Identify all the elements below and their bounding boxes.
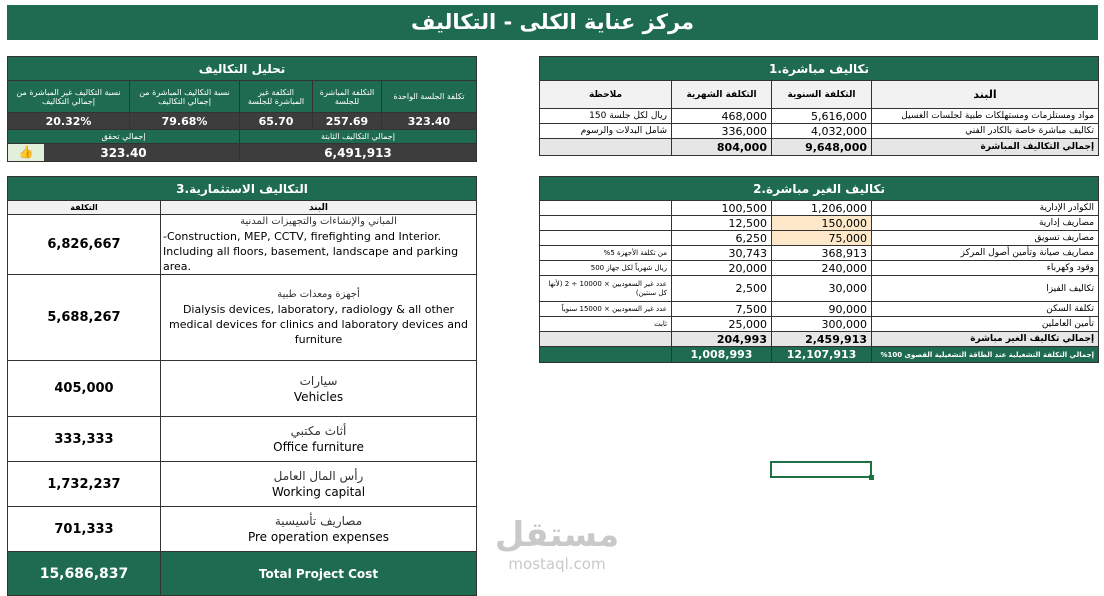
table-row xyxy=(540,201,1099,216)
annual-cell[interactable]: 30,000 xyxy=(772,276,872,302)
indirect-title: تكاليف الغير مباشرة.2 xyxy=(540,177,1099,201)
investment-costs-table xyxy=(7,176,477,596)
item-cell[interactable]: الكوادر الإدارية xyxy=(872,201,1099,216)
note-cell[interactable]: ريال لكل جلسة 150 xyxy=(540,109,672,124)
item-label-ar: رأس المال العامل xyxy=(273,469,364,483)
indirect-session-cost-value[interactable]: 65.70 xyxy=(240,113,313,130)
table-row xyxy=(540,216,1099,231)
table-row xyxy=(540,276,1099,302)
table-row xyxy=(540,109,1099,124)
item-cell[interactable]: مصاريف تسويق xyxy=(872,231,1099,246)
item-label-ar: سيارات xyxy=(299,373,338,388)
annual-cell[interactable]: 240,000 xyxy=(772,261,872,276)
cost-cell[interactable]: 6,826,667 xyxy=(8,215,161,275)
grand-total-monthly[interactable]: 1,008,993 xyxy=(672,347,772,363)
item-label-en: Office furniture xyxy=(273,440,364,454)
annual-cell[interactable]: 1,206,000 xyxy=(772,201,872,216)
item-cell[interactable]: مواد ومستلزمات ومستهلكات طبية لجلسات الغسيل xyxy=(872,109,1099,124)
direct-header-annual: التكلفة السنوية xyxy=(772,81,872,109)
monthly-cell[interactable]: 20,000 xyxy=(672,261,772,276)
item-cell[interactable]: تكاليف مباشرة خاصة بالكادر الفني xyxy=(872,124,1099,139)
annual-cell[interactable]: 90,000 xyxy=(772,302,872,317)
table-row xyxy=(8,417,477,462)
item-cell[interactable]: تأمين العاملين xyxy=(872,317,1099,332)
indirect-total-monthly[interactable]: 204,993 xyxy=(672,332,772,347)
monthly-cell[interactable]: 25,000 xyxy=(672,317,772,332)
monthly-cell[interactable]: 336,000 xyxy=(672,124,772,139)
item-label-en: Working capital xyxy=(271,485,366,499)
annual-cell[interactable]: 150,000 xyxy=(772,216,872,231)
total-row xyxy=(540,139,1099,156)
annual-cell[interactable]: 75,000 xyxy=(772,231,872,246)
note-cell[interactable]: عدد غير السعوديين × 15000 سنوياً xyxy=(540,302,672,317)
table-row xyxy=(8,507,477,552)
direct-header-monthly: التكلفة الشهرية xyxy=(672,81,772,109)
item-label-en: Dialysis devices, laboratory, radiology & all other medical devices for clinics and laboratory devices and furniture xyxy=(169,303,468,346)
grand-total-row xyxy=(540,347,1099,363)
monthly-cell[interactable]: 30,743 xyxy=(672,246,772,261)
item-cell[interactable] xyxy=(161,507,477,552)
indirect-total-annual[interactable]: 2,459,913 xyxy=(772,332,872,347)
item-label-en: -Construction, MEP, CCTV, firefighting and Interior. Including all floors, basement, landscape and parking area. xyxy=(163,230,459,273)
cost-cell[interactable]: 1,732,237 xyxy=(8,462,161,507)
table-row xyxy=(540,302,1099,317)
analysis-title: تحليل التكاليف xyxy=(8,57,477,81)
analysis-header: التكلفة المباشرة للجلسة xyxy=(313,81,382,113)
note-cell[interactable] xyxy=(540,201,672,216)
item-cell[interactable]: مصاريف إدارية xyxy=(872,216,1099,231)
analysis-header: تكلفة الجلسة الواحدة xyxy=(382,81,477,113)
breakeven-label: إجمالي تحقق xyxy=(8,130,240,144)
table-row xyxy=(540,124,1099,139)
direct-header-note: ملاحظة xyxy=(540,81,672,109)
table-row xyxy=(8,215,477,275)
note-cell[interactable]: ثابت xyxy=(540,317,672,332)
note-cell[interactable] xyxy=(540,139,672,156)
direct-header-item: البند xyxy=(872,81,1099,109)
item-cell[interactable]: وقود وكهرباء xyxy=(872,261,1099,276)
annual-cell[interactable]: 300,000 xyxy=(772,317,872,332)
cost-cell[interactable]: 405,000 xyxy=(8,361,161,417)
item-label-en: Vehicles xyxy=(293,389,344,404)
note-cell[interactable] xyxy=(540,332,672,347)
analysis-header: نسبة التكاليف غير المباشرة من إجمالي التكاليف xyxy=(8,81,130,113)
watermark-ar: مستقل xyxy=(494,515,620,555)
total-row xyxy=(8,552,477,596)
grand-total-annual[interactable]: 12,107,913 xyxy=(772,347,872,363)
investment-header-cost: التكلفة xyxy=(8,201,161,215)
direct-total-annual[interactable]: 9,648,000 xyxy=(772,139,872,156)
item-cell[interactable] xyxy=(161,275,477,361)
item-label-ar: أجهزة ومعدات طبية xyxy=(277,289,360,300)
indirect-costs-table xyxy=(539,176,1099,363)
item-cell[interactable] xyxy=(161,215,477,275)
item-label-en: Pre operation expenses xyxy=(247,530,390,544)
fixed-costs-label: إجمالي التكاليف الثابتة xyxy=(240,130,477,144)
monthly-cell[interactable]: 6,250 xyxy=(672,231,772,246)
investment-title: التكاليف الاستثمارية.3 xyxy=(8,177,477,201)
direct-title: تكاليف مباشرة.1 xyxy=(540,57,1099,81)
item-cell[interactable] xyxy=(161,417,477,462)
monthly-cell[interactable]: 7,500 xyxy=(672,302,772,317)
cost-analysis-table xyxy=(7,56,477,162)
item-cell[interactable]: مصاريف صيانة وتأمين أصول المركز xyxy=(872,246,1099,261)
item-label-ar: المباني والإنشاءات والتجهيزات المدنية xyxy=(240,216,397,227)
monthly-cell[interactable]: 468,000 xyxy=(672,109,772,124)
note-cell[interactable]: عدد غير السعوديين × 10000 ÷ 2 (لأنها كل سنتين) xyxy=(540,276,672,302)
total-project-cost-label: Total Project Cost xyxy=(161,552,477,596)
direct-total-label: إجمالي التكاليف المباشرة xyxy=(872,139,1099,156)
direct-costs-table xyxy=(539,56,1099,156)
session-cost-value[interactable]: 323.40 xyxy=(382,113,477,130)
cost-cell[interactable]: 5,688,267 xyxy=(8,275,161,361)
annual-cell[interactable]: 5,616,000 xyxy=(772,109,872,124)
page-title: مركز عناية الكلى - التكاليف xyxy=(7,5,1098,40)
monthly-cell[interactable]: 100,500 xyxy=(672,201,772,216)
table-row xyxy=(540,317,1099,332)
note-cell[interactable] xyxy=(540,216,672,231)
item-cell[interactable] xyxy=(161,462,477,507)
selected-cell[interactable] xyxy=(770,461,872,478)
watermark-logo xyxy=(487,515,627,585)
indirect-ratio-value[interactable]: 20.32% xyxy=(8,113,130,130)
note-cell[interactable]: ريال شهرياً لكل جهاز 500 xyxy=(540,261,672,276)
note-cell[interactable]: شامل البدلات والرسوم xyxy=(540,124,672,139)
direct-session-cost-value[interactable]: 257.69 xyxy=(313,113,382,130)
total-row xyxy=(540,332,1099,347)
breakeven-value-cell[interactable] xyxy=(8,144,240,162)
item-label-ar: مصاريف تأسيسية xyxy=(274,514,363,528)
investment-header-item: البند xyxy=(161,201,477,215)
table-row xyxy=(8,462,477,507)
analysis-header: التكلفة غير المباشرة للجلسة xyxy=(240,81,313,113)
grand-total-label: إجمالي التكلفة التشغيلية عند الطاقة التشغيلية القصوى 100% xyxy=(872,347,1099,363)
total-project-cost-value[interactable]: 15,686,837 xyxy=(8,552,161,596)
analysis-header: نسبة التكاليف المباشرة من إجمالي التكاليف xyxy=(130,81,240,113)
item-cell[interactable]: تكاليف الفيزا xyxy=(872,276,1099,302)
item-label-ar: أثاث مكتبي xyxy=(290,424,347,438)
note-cell[interactable] xyxy=(540,347,672,363)
note-cell[interactable]: من تكلفة الأجهزة 5% xyxy=(540,246,672,261)
table-row xyxy=(540,261,1099,276)
annual-cell[interactable]: 368,913 xyxy=(772,246,872,261)
table-row xyxy=(8,275,477,361)
cost-cell[interactable]: 333,333 xyxy=(8,417,161,462)
direct-ratio-value[interactable]: 79.68% xyxy=(130,113,240,130)
indirect-total-label: إجمالي تكاليف الغير مباشرة xyxy=(872,332,1099,347)
item-cell[interactable]: تكلفة السكن xyxy=(872,302,1099,317)
table-row xyxy=(540,231,1099,246)
table-row xyxy=(8,361,477,417)
item-cell[interactable] xyxy=(161,361,477,417)
monthly-cell[interactable]: 2,500 xyxy=(672,276,772,302)
thumbs-up-icon: 👍 xyxy=(8,144,44,161)
fixed-costs-value[interactable]: 6,491,913 xyxy=(240,144,477,162)
cost-cell[interactable]: 701,333 xyxy=(8,507,161,552)
table-row xyxy=(540,246,1099,261)
direct-total-monthly[interactable]: 804,000 xyxy=(672,139,772,156)
monthly-cell[interactable]: 12,500 xyxy=(672,216,772,231)
annual-cell[interactable]: 4,032,000 xyxy=(772,124,872,139)
note-cell[interactable] xyxy=(540,231,672,246)
watermark-en: mostaql.com xyxy=(508,555,606,573)
breakeven-value: 323.40 xyxy=(100,145,147,160)
